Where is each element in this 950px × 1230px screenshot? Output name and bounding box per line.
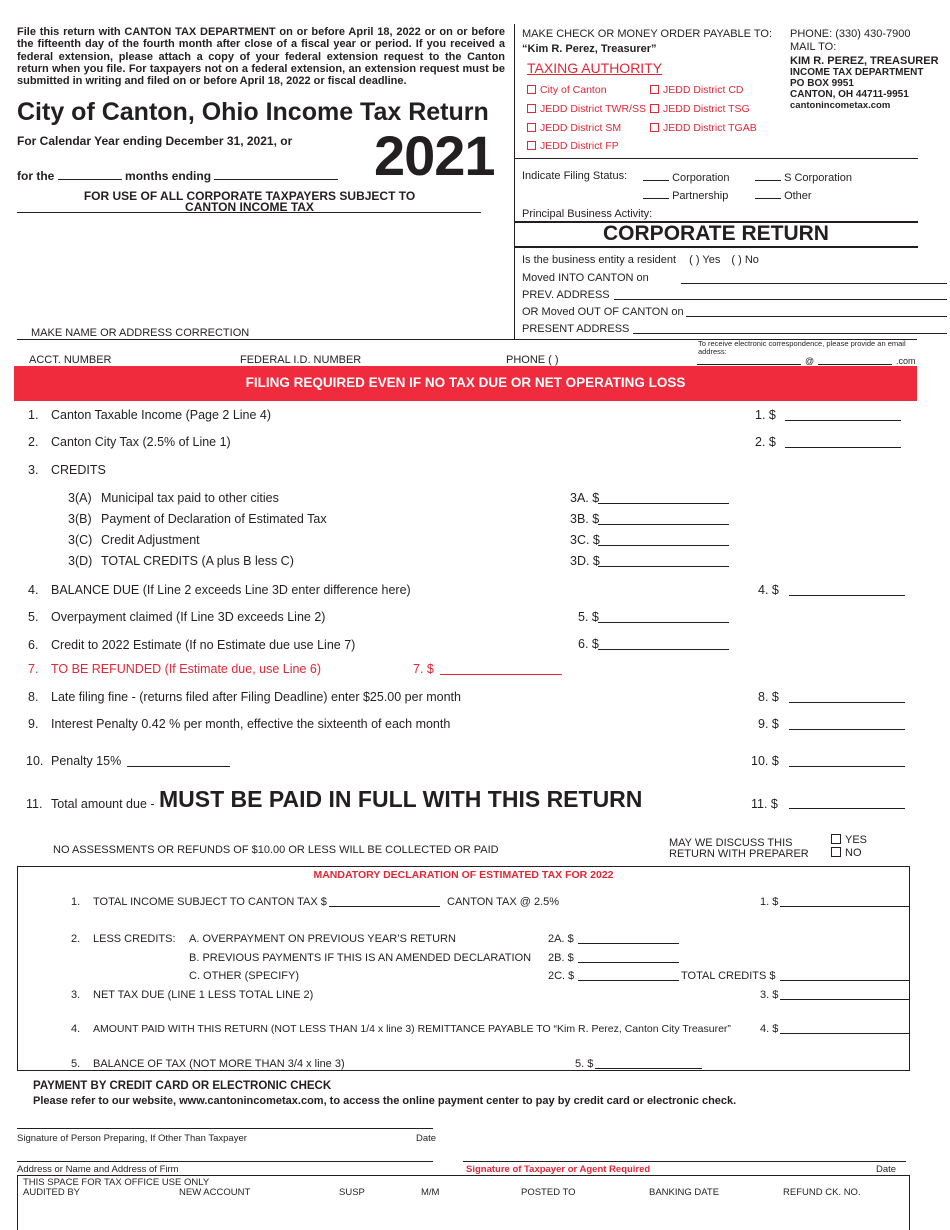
- payable-label: MAKE CHECK OR MONEY ORDER PAYABLE TO:: [522, 28, 773, 40]
- for-the-text: for the: [17, 169, 55, 183]
- months-ending-text: months ending: [125, 169, 212, 183]
- line-10-input[interactable]: [789, 766, 905, 767]
- line-11-input[interactable]: [789, 808, 905, 809]
- resident-question: Is the business entity a resident ( ) Yes ( ) No: [522, 254, 759, 266]
- checkbox-icon[interactable]: [650, 104, 659, 113]
- name-correction-label: MAKE NAME OR ADDRESS CORRECTION: [31, 327, 250, 339]
- mail-addr-3: PO BOX 9951: [790, 78, 854, 89]
- corporate-return-title: CORPORATE RETURN: [603, 222, 829, 245]
- taxpayer-signature-line[interactable]: [463, 1161, 906, 1162]
- resident-no[interactable]: ( ) No: [731, 254, 759, 266]
- line-9-num: 9.: [28, 717, 39, 731]
- checkbox-icon[interactable]: [831, 847, 841, 857]
- preparer-date-label: Date: [416, 1133, 437, 1144]
- status-partnership[interactable]: Partnership: [643, 188, 728, 202]
- option-jedd-cd[interactable]: JEDD District CD: [650, 84, 744, 96]
- contact-website: cantonincometax.com: [790, 100, 891, 111]
- email-note: To receive electronic correspondence, please provide an email address:: [698, 339, 906, 356]
- decl-2-num: 2.: [71, 933, 81, 945]
- line-5-text: Overpayment claimed (If Line 3D exceeds Line 2): [51, 610, 326, 624]
- line-11-emphasis: MUST BE PAID IN FULL WITH THIS RETURN: [159, 786, 643, 812]
- filing-required-banner: [14, 366, 917, 401]
- line-6-num: 6.: [28, 638, 39, 652]
- line-10-num: 10.: [26, 754, 44, 768]
- decl-5-text: BALANCE OF TAX (NOT MORE THAN 3/4 x line 3): [93, 1058, 345, 1070]
- partnership-mark-input[interactable]: [643, 188, 669, 199]
- decl-2a-input[interactable]: [578, 943, 679, 944]
- mail-addr-1: KIM R. PEREZ, TREASURER: [790, 55, 939, 67]
- status-corporation[interactable]: Corporation: [643, 170, 730, 184]
- phone-label: PHONE ( ): [506, 354, 559, 366]
- line-6-text: Credit to 2022 Estimate (If no Estimate due use Line 7): [51, 638, 356, 652]
- principal-activity-label: Principal Business Activity:: [522, 208, 653, 220]
- present-address-label: PRESENT ADDRESS: [522, 323, 630, 335]
- checkbox-icon[interactable]: [527, 141, 536, 150]
- taxing-authority-title: TAXING AUTHORITY: [527, 60, 663, 76]
- line-2-num: 2.: [28, 435, 39, 449]
- line-3-text: CREDITS: [51, 463, 106, 477]
- divider-filing-status: [514, 158, 918, 159]
- decl-5-input[interactable]: [595, 1068, 702, 1069]
- office-new-account: NEW ACCOUNT: [179, 1187, 251, 1198]
- checkbox-icon[interactable]: [527, 104, 536, 113]
- use-underline: [17, 212, 481, 213]
- preparer-signature-label: Signature of Person Preparing, If Other Than Taxpayer: [17, 1133, 247, 1144]
- line-3c-ref: 3C. $: [570, 533, 600, 547]
- decl-1-income-input[interactable]: [329, 906, 440, 907]
- moved-out-label: OR Moved OUT OF CANTON on: [522, 306, 684, 318]
- prev-address-label: PREV. ADDRESS: [522, 289, 610, 301]
- filing-status-label: Indicate Filing Status:: [522, 170, 628, 182]
- months-ending-input[interactable]: [214, 169, 338, 180]
- preparer-signature-line[interactable]: [17, 1128, 433, 1129]
- calendar-year-label: For Calendar Year ending December 31, 2021, or: [17, 134, 293, 148]
- decl-4-ref: 4. $: [760, 1023, 779, 1035]
- line-8-text: Late filing fine - (returns filed after Filing Deadline) enter $25.00 per month: [51, 690, 461, 704]
- office-posted-to: POSTED TO: [521, 1187, 576, 1198]
- form-title: City of Canton, Ohio Income Tax Return: [17, 98, 489, 126]
- line-2-ref: 2. $: [755, 435, 776, 449]
- email-domain-input[interactable]: [818, 364, 892, 365]
- line-3a-text: Municipal tax paid to other cities: [101, 491, 279, 505]
- tax-year: 2021: [374, 124, 495, 187]
- line-5-ref: 5. $: [578, 610, 599, 624]
- banner-text: FILING REQUIRED EVEN IF NO TAX DUE OR NET OPERATING LOSS: [245, 375, 686, 390]
- payable-name: “Kim R. Perez, Treasurer”: [522, 43, 657, 55]
- line-3d-text: TOTAL CREDITS (A plus B less C): [101, 554, 294, 568]
- line-3c-text: Credit Adjustment: [101, 533, 200, 547]
- line-3b-num: 3(B): [68, 512, 92, 526]
- corporate-bottom-rule: [514, 246, 918, 248]
- taxpayer-signature-label: Signature of Taxpayer or Agent Required: [466, 1164, 651, 1175]
- decl-2a-text: A. OVERPAYMENT ON PREVIOUS YEAR’S RETURN: [189, 933, 456, 945]
- line-4-num: 4.: [28, 583, 39, 597]
- line-10-text: Penalty 15%: [51, 754, 122, 768]
- office-susp: SUSP: [339, 1187, 365, 1198]
- office-mm: M/M: [421, 1187, 440, 1198]
- discuss-yes[interactable]: YES: [831, 834, 867, 846]
- line-7-input[interactable]: [440, 674, 562, 675]
- discuss-line-2: RETURN WITH PREPARER: [669, 848, 809, 860]
- resident-yes[interactable]: ( ) Yes: [689, 254, 721, 266]
- line-5-num: 5.: [28, 610, 39, 624]
- other-mark-input[interactable]: [755, 188, 781, 199]
- decl-2c-input[interactable]: [578, 980, 679, 981]
- firm-address-label: Address or Name and Address of Firm: [17, 1164, 179, 1175]
- status-other[interactable]: Other: [755, 188, 812, 202]
- line-1-ref: 1. $: [755, 408, 776, 422]
- decl-1-tax: CANTON TAX @ 2.5%: [447, 896, 560, 908]
- line-3c-input[interactable]: [598, 545, 729, 546]
- decl-2b-ref: 2B. $: [548, 952, 574, 964]
- line-3a-num: 3(A): [68, 491, 92, 505]
- declaration-title: MANDATORY DECLARATION OF ESTIMATED TAX FOR 2022: [313, 869, 614, 881]
- moved-into-input[interactable]: [681, 283, 947, 284]
- checkbox-icon[interactable]: [650, 123, 659, 132]
- line-10-ref: 10. $: [751, 754, 779, 768]
- mail-addr-2: INCOME TAX DEPARTMENT: [790, 67, 924, 78]
- decl-total-credits: TOTAL CREDITS $: [681, 970, 776, 982]
- status-s-corporation[interactable]: S Corporation: [755, 170, 852, 184]
- option-jedd-twr-ss[interactable]: JEDD District TWR/SS: [527, 103, 646, 115]
- line-2-text: Canton City Tax (2.5% of Line 1): [51, 435, 231, 449]
- decl-2-label: LESS CREDITS:: [93, 933, 176, 945]
- line-3a-input[interactable]: [598, 503, 729, 504]
- office-audited-by: AUDITED BY: [23, 1187, 81, 1198]
- line-8-input[interactable]: [789, 702, 905, 703]
- federal-id-label: FEDERAL I.D. NUMBER: [240, 354, 362, 366]
- checkbox-icon[interactable]: [650, 85, 659, 94]
- office-banking-date: BANKING DATE: [649, 1187, 720, 1198]
- decl-3-num: 3.: [71, 989, 81, 1001]
- option-city-of-canton[interactable]: City of Canton: [527, 84, 607, 96]
- payment-text: Please refer to our website, www.cantonincometax.com, to access the online payment center to pay by credit card or electronic check.: [33, 1095, 737, 1107]
- line-3c-num: 3(C): [68, 533, 93, 547]
- option-jedd-fp[interactable]: JEDD District FP: [527, 140, 619, 152]
- line-3a-ref: 3A. $: [570, 491, 600, 505]
- decl-1-text: TOTAL INCOME SUBJECT TO CANTON TAX $: [93, 896, 327, 908]
- use-line-2: CANTON INCOME TAX: [185, 200, 314, 214]
- line-3d-ref: 3D. $: [570, 554, 600, 568]
- line-3-num: 3.: [28, 463, 39, 477]
- line-9-input[interactable]: [789, 729, 905, 730]
- decl-5-ref: 5. $: [575, 1058, 594, 1070]
- firm-address-line[interactable]: [17, 1161, 433, 1162]
- line-3d-num: 3(D): [68, 554, 93, 568]
- line-4-input[interactable]: [789, 595, 905, 596]
- line-5-input[interactable]: [598, 622, 729, 623]
- line-7-ref: 7. $: [413, 662, 434, 676]
- line-6-input[interactable]: [598, 649, 729, 650]
- corporation-mark-input[interactable]: [643, 170, 669, 181]
- line-8-ref: 8. $: [758, 690, 779, 704]
- moved-into-label: Moved INTO CANTON on: [522, 272, 649, 284]
- line-3b-ref: 3B. $: [570, 512, 600, 526]
- decl-4-num: 4.: [71, 1023, 81, 1035]
- s-corp-mark-input[interactable]: [755, 170, 781, 181]
- discuss-line-1: MAY WE DISCUSS THIS: [669, 837, 793, 849]
- prev-address-input[interactable]: [614, 299, 947, 300]
- line-4-text: BALANCE DUE (If Line 2 exceeds Line 3D enter difference here): [51, 583, 411, 597]
- email-at: @: [805, 356, 815, 366]
- decl-1-input[interactable]: [780, 906, 909, 907]
- line-1-num: 1.: [28, 408, 39, 422]
- decl-2c-text: C. OTHER (SPECIFY): [189, 970, 300, 982]
- decl-4-input[interactable]: [780, 1033, 909, 1034]
- email-user-input[interactable]: [697, 364, 801, 365]
- decl-1-ref: 1. $: [760, 896, 779, 908]
- moved-out-input[interactable]: [686, 316, 947, 317]
- decl-2b-text: B. PREVIOUS PAYMENTS IF THIS IS AN AMENDED DECLARATION: [189, 952, 532, 964]
- line-7-num: 7.: [28, 662, 39, 676]
- decl-3-ref: 3. $: [760, 989, 779, 1001]
- line-1-input[interactable]: [785, 420, 901, 421]
- discuss-no[interactable]: NO: [831, 847, 862, 859]
- decl-3-input[interactable]: [780, 999, 909, 1000]
- checkbox-icon[interactable]: [527, 123, 536, 132]
- line-10-percent-input[interactable]: [127, 766, 230, 767]
- line-7-text: TO BE REFUNDED (If Estimate due, use Line 6): [51, 662, 322, 676]
- decl-4-text: AMOUNT PAID WITH THIS RETURN (NOT LESS THAN 1/4 x line 3) REMITTANCE PAYABLE TO “Kim R. Perez, Canton City Treasurer”: [93, 1023, 731, 1035]
- line-11-num: 11.: [26, 797, 43, 811]
- no-assessments-note: NO ASSESSMENTS OR REFUNDS OF $10.00 OR LESS WILL BE COLLECTED OR PAID: [53, 844, 499, 856]
- office-refund-ck: REFUND CK. NO.: [783, 1187, 861, 1198]
- option-jedd-sm[interactable]: JEDD District SM: [527, 122, 621, 134]
- column-divider: [514, 24, 515, 340]
- taxpayer-date-label: Date: [876, 1164, 897, 1175]
- mail-addr-4: CANTON, OH 44711-9951: [790, 89, 909, 100]
- office-use-title: THIS SPACE FOR TAX OFFICE USE ONLY: [23, 1177, 210, 1188]
- decl-1-num: 1.: [71, 896, 81, 908]
- checkbox-icon[interactable]: [831, 834, 841, 844]
- option-jedd-tsg[interactable]: JEDD District TSG: [650, 103, 750, 115]
- line-3b-input[interactable]: [598, 524, 729, 525]
- checkbox-icon[interactable]: [527, 85, 536, 94]
- mail-to-label: MAIL TO:: [790, 41, 837, 53]
- line-3d-input[interactable]: [598, 566, 729, 567]
- line-1-text: Canton Taxable Income (Page 2 Line 4): [51, 408, 272, 422]
- line-4-ref: 4. $: [758, 583, 779, 597]
- line-9-text: Interest Penalty 0.42 % per month, effective the sixteenth of each month: [51, 717, 451, 731]
- option-jedd-tgab[interactable]: JEDD District TGAB: [650, 122, 757, 134]
- for-the-label: [17, 169, 338, 183]
- decl-2b-input[interactable]: [578, 962, 679, 963]
- months-count-input[interactable]: [58, 169, 122, 180]
- line-8-num: 8.: [28, 690, 39, 704]
- payment-title: PAYMENT BY CREDIT CARD OR ELECTRONIC CHECK: [33, 1080, 332, 1092]
- decl-5-num: 5.: [71, 1058, 81, 1070]
- line-11-ref: 11. $: [751, 797, 778, 811]
- filing-note: File this return with CANTON TAX DEPARTMENT on or before April 18, 2022 or on or before the fifteenth day of the fourth month after close of a fiscal year or period. If you received a federal extension, please attach a copy of your federal extension request to the Canton return when you file. For taxpayers not on a federal extension, an extension request must be submitted in writing and filed on or before April 18, 2022 or fiscal deadline.: [17, 26, 505, 88]
- acct-number-label: ACCT. NUMBER: [29, 354, 112, 366]
- use-line-1: FOR USE OF ALL CORPORATE TAXPAYERS SUBJECT TO: [83, 189, 416, 203]
- present-address-input[interactable]: [633, 333, 947, 334]
- decl-total-credits-input[interactable]: [780, 980, 909, 981]
- email-com: .com: [896, 356, 916, 366]
- contact-phone: PHONE: (330) 430-7900: [790, 28, 911, 40]
- line-11-text: Total amount due -: [51, 797, 155, 811]
- decl-2a-ref: 2A. $: [548, 933, 574, 945]
- line-2-input[interactable]: [785, 447, 901, 448]
- decl-2c-ref: 2C. $: [548, 970, 575, 982]
- line-9-ref: 9. $: [758, 717, 779, 731]
- decl-3-text: NET TAX DUE (LINE 1 LESS TOTAL LINE 2): [93, 989, 314, 1001]
- line-3b-text: Payment of Declaration of Estimated Tax: [101, 512, 327, 526]
- line-6-ref: 6. $: [578, 637, 599, 651]
